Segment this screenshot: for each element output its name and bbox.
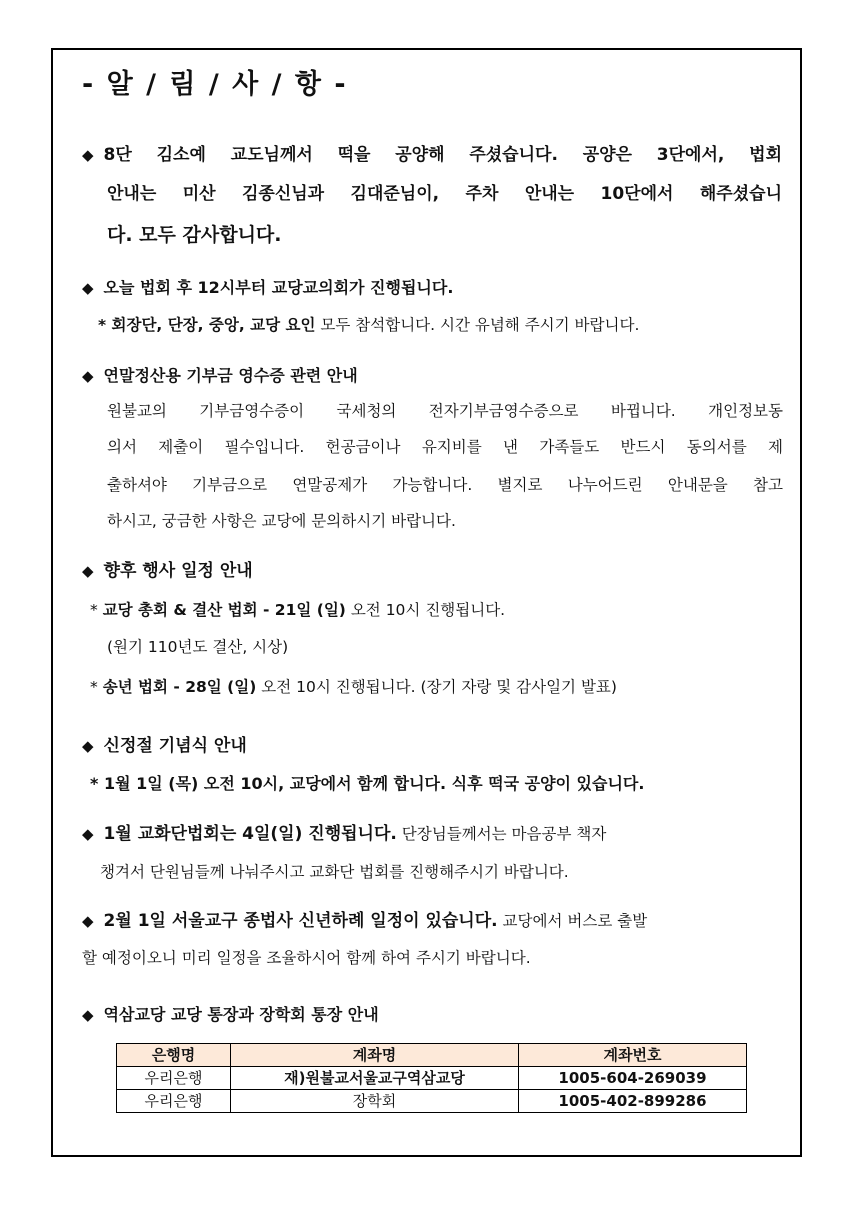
notice-1-line-2: 안내는 미산 김종신님과 김대준님이, 주차 안내는 10단에서 해주셨습니	[107, 184, 782, 204]
table-header-row	[117, 1044, 747, 1067]
table-row	[117, 1090, 747, 1113]
diamond-bullet-icon: ◆	[82, 367, 94, 385]
notice-1-line-3: 다. 모두 감사합니다.	[107, 224, 282, 246]
notice-3-line-4: 하시고, 궁금한 사항은 교당에 문의하시기 바랍니다.	[107, 512, 456, 530]
notice-8-heading: ◆ 역삼교당 교당 통장과 장학회 통장 안내	[82, 1005, 379, 1024]
notice-3-line-3: 출하셔야 기부금으로 연말공제가 가능합니다. 별지로 나누어드린 안내문을 참고	[107, 476, 783, 494]
notice-1-line-1: ◆ 8단 김소예 교도님께서 떡을 공양해 주셨습니다. 공양은 3단에서, 법회	[82, 145, 782, 165]
notice-7-line-2: 할 예정이오니 미리 일정을 조율하시어 함께 하여 주시기 바랍니다.	[82, 949, 531, 967]
notice-3-heading: ◆ 연말정산용 기부금 영수증 관련 안내	[82, 366, 358, 385]
notice-5-heading: ◆ 신정절 기념식 안내	[82, 736, 247, 756]
notice-3-line-2: 의서 제출이 필수입니다. 헌공금이나 유지비를 낸 가족들도 반드시 동의서를 제	[107, 438, 783, 456]
account-name-cell: 재)원불교서울교구역삼교당	[231, 1067, 519, 1090]
header-bank: 은행명	[117, 1044, 231, 1067]
notice-7-line-1: ◆ 2월 1일 서울교구 종법사 신년하례 일정이 있습니다. 교당에서 버스로 출발	[82, 911, 648, 931]
notice-2-heading: ◆ 오늘 법회 후 12시부터 교당교의회가 진행됩니다.	[82, 278, 454, 297]
notice-6-line-2: 챙겨서 단원님들께 나눠주시고 교화단 법회를 진행해주시기 바랍니다.	[100, 863, 569, 881]
notice-2-detail: * 회장단, 단장, 중앙, 교당 요인 모두 참석합니다. 시간 유념해 주시기 바랍니다.	[98, 316, 640, 334]
bank-cell: 우리은행	[117, 1067, 231, 1090]
notice-3-line-1: 원불교의 기부금영수증이 국세청의 전자기부금영수증으로 바뀝니다. 개인정보동	[107, 402, 783, 420]
header-account-number: 계좌번호	[519, 1044, 747, 1067]
bank-account-table	[116, 1043, 747, 1113]
account-name-cell: 장학회	[231, 1090, 519, 1113]
diamond-bullet-icon: ◆	[82, 562, 94, 580]
diamond-bullet-icon: ◆	[82, 825, 94, 843]
table-row	[117, 1067, 747, 1090]
header-account-name: 계좌명	[231, 1044, 519, 1067]
schedule-item-year-end: * 송년 법회 - 28일 (일) 오전 10시 진행됩니다. (장기 자랑 및 감사일기 발표)	[90, 678, 617, 696]
bank-cell: 우리은행	[117, 1090, 231, 1113]
notice-6-line-1: ◆ 1월 교화단법회는 4일(일) 진행됩니다. 단장님들께서는 마음공부 책자	[82, 824, 607, 844]
diamond-bullet-icon: ◆	[82, 912, 94, 930]
account-number-cell: 1005-402-899286	[519, 1090, 747, 1113]
diamond-bullet-icon: ◆	[82, 1006, 94, 1024]
schedule-item-general-meeting-note: (원기 110년도 결산, 시상)	[107, 638, 289, 656]
account-number-cell: 1005-604-269039	[519, 1067, 747, 1090]
notice-4-heading: ◆ 향후 행사 일정 안내	[82, 561, 253, 581]
notice-5-detail: * 1월 1일 (목) 오전 10시, 교당에서 함께 합니다. 식후 떡국 공양이 있습니다.	[90, 774, 645, 793]
diamond-bullet-icon: ◆	[82, 146, 94, 164]
schedule-item-general-meeting: * 교당 총회 & 결산 법회 - 21일 (일) 오전 10시 진행됩니다.	[90, 601, 506, 619]
diamond-bullet-icon: ◆	[82, 737, 94, 755]
page-title: - 알 / 림 / 사 / 항 -	[82, 69, 348, 100]
diamond-bullet-icon: ◆	[82, 279, 94, 297]
